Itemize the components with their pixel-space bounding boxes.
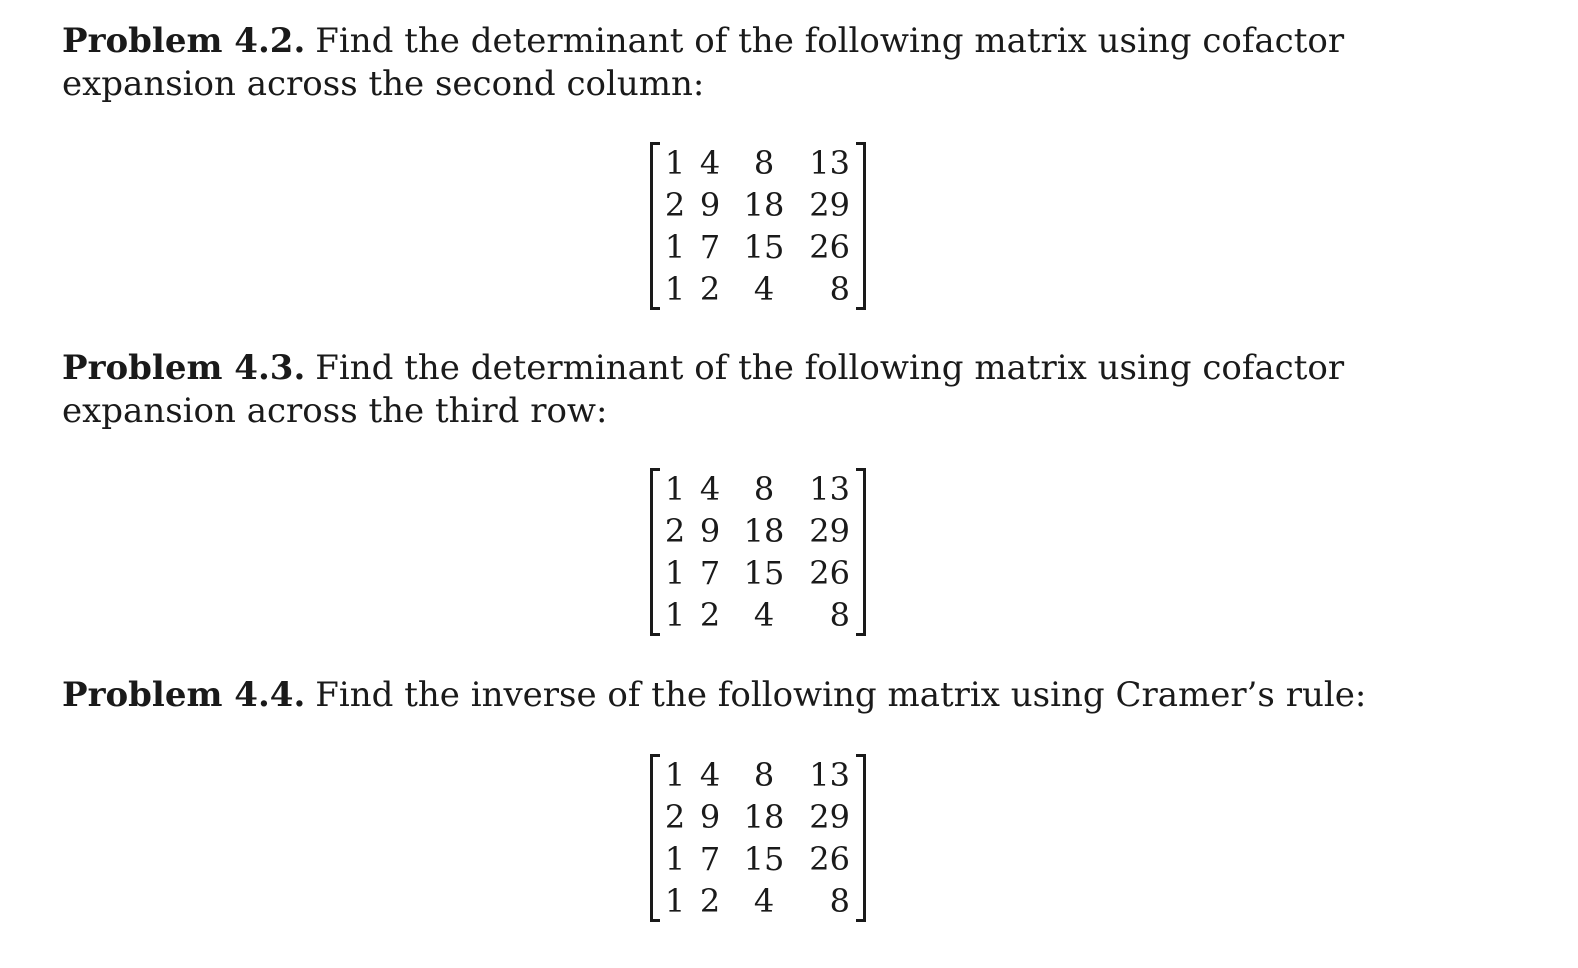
problem-label: Problem 4.3. <box>62 348 306 388</box>
matrix-cell: 1 <box>664 756 686 794</box>
matrix-cell: 9 <box>699 798 721 836</box>
matrix-grid <box>662 754 858 922</box>
matrix-cell: 26 <box>809 228 850 266</box>
matrix-cell: 8 <box>753 470 775 508</box>
problem-statement <box>62 347 1482 433</box>
matrix-4-3 <box>648 468 868 638</box>
matrix-cell: 2 <box>664 798 686 836</box>
matrix-cell: 18 <box>743 798 785 836</box>
matrix-cell: 7 <box>699 228 721 266</box>
matrix-cell: 4 <box>753 270 775 308</box>
matrix-cell: 13 <box>809 470 850 508</box>
problem-text: Find the determinant of the following matrix using cofactor expansion across the second column: <box>62 21 1345 104</box>
matrix-cell: 1 <box>664 554 686 592</box>
matrix-cell: 29 <box>809 512 850 550</box>
problem-label: Problem 4.4. <box>62 675 306 715</box>
matrix-cell: 29 <box>809 798 850 836</box>
matrix-grid <box>662 142 858 310</box>
matrix-4-4 <box>648 754 868 924</box>
problem-text: Find the determinant of the following matrix using cofactor expansion across the third row: <box>62 348 1345 431</box>
matrix-cell: 13 <box>809 756 850 794</box>
matrix-cell: 7 <box>699 554 721 592</box>
left-bracket <box>650 754 660 922</box>
matrix-cell: 2 <box>664 512 686 550</box>
matrix-cell: 1 <box>664 596 686 634</box>
problem-statement <box>62 674 1482 717</box>
matrix-cell: 2 <box>664 186 686 224</box>
matrix-cell: 4 <box>699 756 721 794</box>
matrix-cell: 8 <box>753 144 775 182</box>
problem-4-2 <box>62 20 1482 106</box>
matrix-cell: 2 <box>699 882 721 920</box>
problem-label: Problem 4.2. <box>62 21 306 61</box>
matrix-cell: 1 <box>664 882 686 920</box>
right-bracket <box>856 754 866 922</box>
matrix-cell: 4 <box>699 470 721 508</box>
matrix-cell: 18 <box>743 512 785 550</box>
matrix-cell: 8 <box>829 270 850 308</box>
matrix-cell: 4 <box>753 882 775 920</box>
problem-4-3 <box>62 347 1482 433</box>
matrix-cell: 1 <box>664 840 686 878</box>
matrix-cell: 1 <box>664 144 686 182</box>
problem-4-4 <box>62 674 1482 717</box>
right-bracket <box>856 142 866 310</box>
matrix-cell: 9 <box>699 512 721 550</box>
left-bracket <box>650 468 660 636</box>
matrix-cell: 15 <box>743 554 785 592</box>
matrix-cell: 8 <box>829 882 850 920</box>
matrix-cell: 4 <box>753 596 775 634</box>
matrix-cell: 1 <box>664 470 686 508</box>
right-bracket <box>856 468 866 636</box>
matrix-cell: 4 <box>699 144 721 182</box>
matrix-grid <box>662 468 858 636</box>
matrix-cell: 13 <box>809 144 850 182</box>
matrix-cell: 9 <box>699 186 721 224</box>
matrix-cell: 2 <box>699 270 721 308</box>
matrix-4-2 <box>648 142 868 312</box>
matrix-cell: 26 <box>809 840 850 878</box>
matrix-cell: 26 <box>809 554 850 592</box>
matrix-cell: 15 <box>743 228 785 266</box>
matrix-cell: 2 <box>699 596 721 634</box>
matrix-cell: 18 <box>743 186 785 224</box>
matrix-cell: 1 <box>664 228 686 266</box>
left-bracket <box>650 142 660 310</box>
matrix-cell: 29 <box>809 186 850 224</box>
matrix-cell: 1 <box>664 270 686 308</box>
matrix-cell: 8 <box>829 596 850 634</box>
problem-text: Find the inverse of the following matrix using Cramer’s rule: <box>315 675 1367 715</box>
matrix-cell: 7 <box>699 840 721 878</box>
matrix-cell: 15 <box>743 840 785 878</box>
matrix-cell: 8 <box>753 756 775 794</box>
problem-statement <box>62 20 1482 106</box>
